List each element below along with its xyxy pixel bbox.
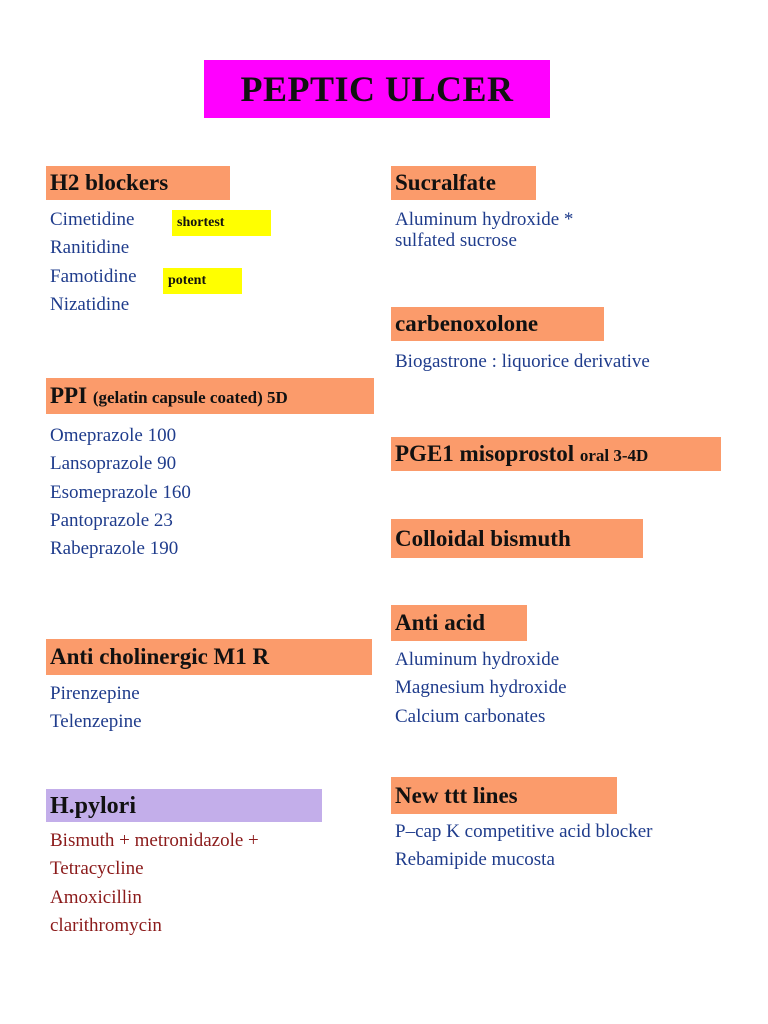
h2-blockers-list [50, 206, 137, 319]
page-title: PEPTIC ULCER [204, 60, 550, 118]
list-item: Nizatidine [50, 293, 130, 315]
pge1-header [391, 437, 721, 471]
list-item: Biogastrone : liquorice derivative [395, 351, 650, 372]
ppi-list [50, 422, 191, 563]
anticholinergic-header: Anti cholinergic M1 R [46, 639, 372, 675]
list-item: Rabeprazole 190 [50, 538, 179, 560]
shortest-badge: shortest [172, 210, 271, 236]
list-item: Bismuth + metronidazole + [50, 830, 259, 851]
pge1-header-note: oral 3-4D [579, 446, 649, 465]
list-item: Calcium carbonates [395, 705, 546, 727]
list-item: Aluminum hydroxide [395, 649, 560, 670]
list-item: Rebamipide mucosta [395, 849, 555, 871]
list-item: clarithromycin [50, 914, 162, 936]
list-item: P–cap K competitive acid blocker [395, 821, 653, 842]
sucralfate-header: Sucralfate [391, 166, 536, 200]
antacid-header: Anti acid [391, 605, 527, 641]
list-item: Tetracycline [50, 858, 144, 880]
carbenoxolone-list [395, 348, 650, 376]
list-item: Ranitidine [50, 237, 130, 259]
list-item: Esomeprazole 160 [50, 481, 191, 503]
list-item: Pantoprazole 23 [50, 509, 173, 531]
ppi-header-main: PPI [50, 383, 88, 408]
list-item: Famotidine [50, 265, 137, 287]
antacid-list [395, 646, 567, 731]
colloidal-bismuth-header: Colloidal bismuth [391, 519, 643, 558]
list-item: Amoxicillin [50, 886, 142, 908]
pge1-header-main: PGE1 misoprostol [395, 441, 575, 466]
new-ttt-lines-list [395, 818, 652, 875]
list-item: Cimetidine [50, 209, 135, 230]
h2-blockers-header: H2 blockers [46, 166, 230, 200]
carbenoxolone-header: carbenoxolone [391, 307, 604, 341]
list-item: Aluminum hydroxide * [395, 209, 574, 230]
anticholinergic-list [50, 680, 142, 737]
sucralfate-list [395, 209, 573, 251]
list-item: Omeprazole 100 [50, 425, 177, 446]
list-item: Magnesium hydroxide [395, 677, 567, 699]
list-item: Lansoprazole 90 [50, 453, 177, 475]
list-item: sulfated sucrose [395, 230, 517, 251]
list-item: Telenzepine [50, 711, 142, 733]
ppi-header [46, 378, 374, 414]
hpylori-header: H.pylori [46, 789, 322, 822]
new-ttt-lines-header: New ttt lines [391, 777, 617, 814]
potent-badge: potent [163, 268, 242, 294]
ppi-header-note: (gelatin capsule coated) 5D [92, 388, 288, 407]
list-item: Pirenzepine [50, 683, 140, 704]
hpylori-list [50, 827, 259, 940]
